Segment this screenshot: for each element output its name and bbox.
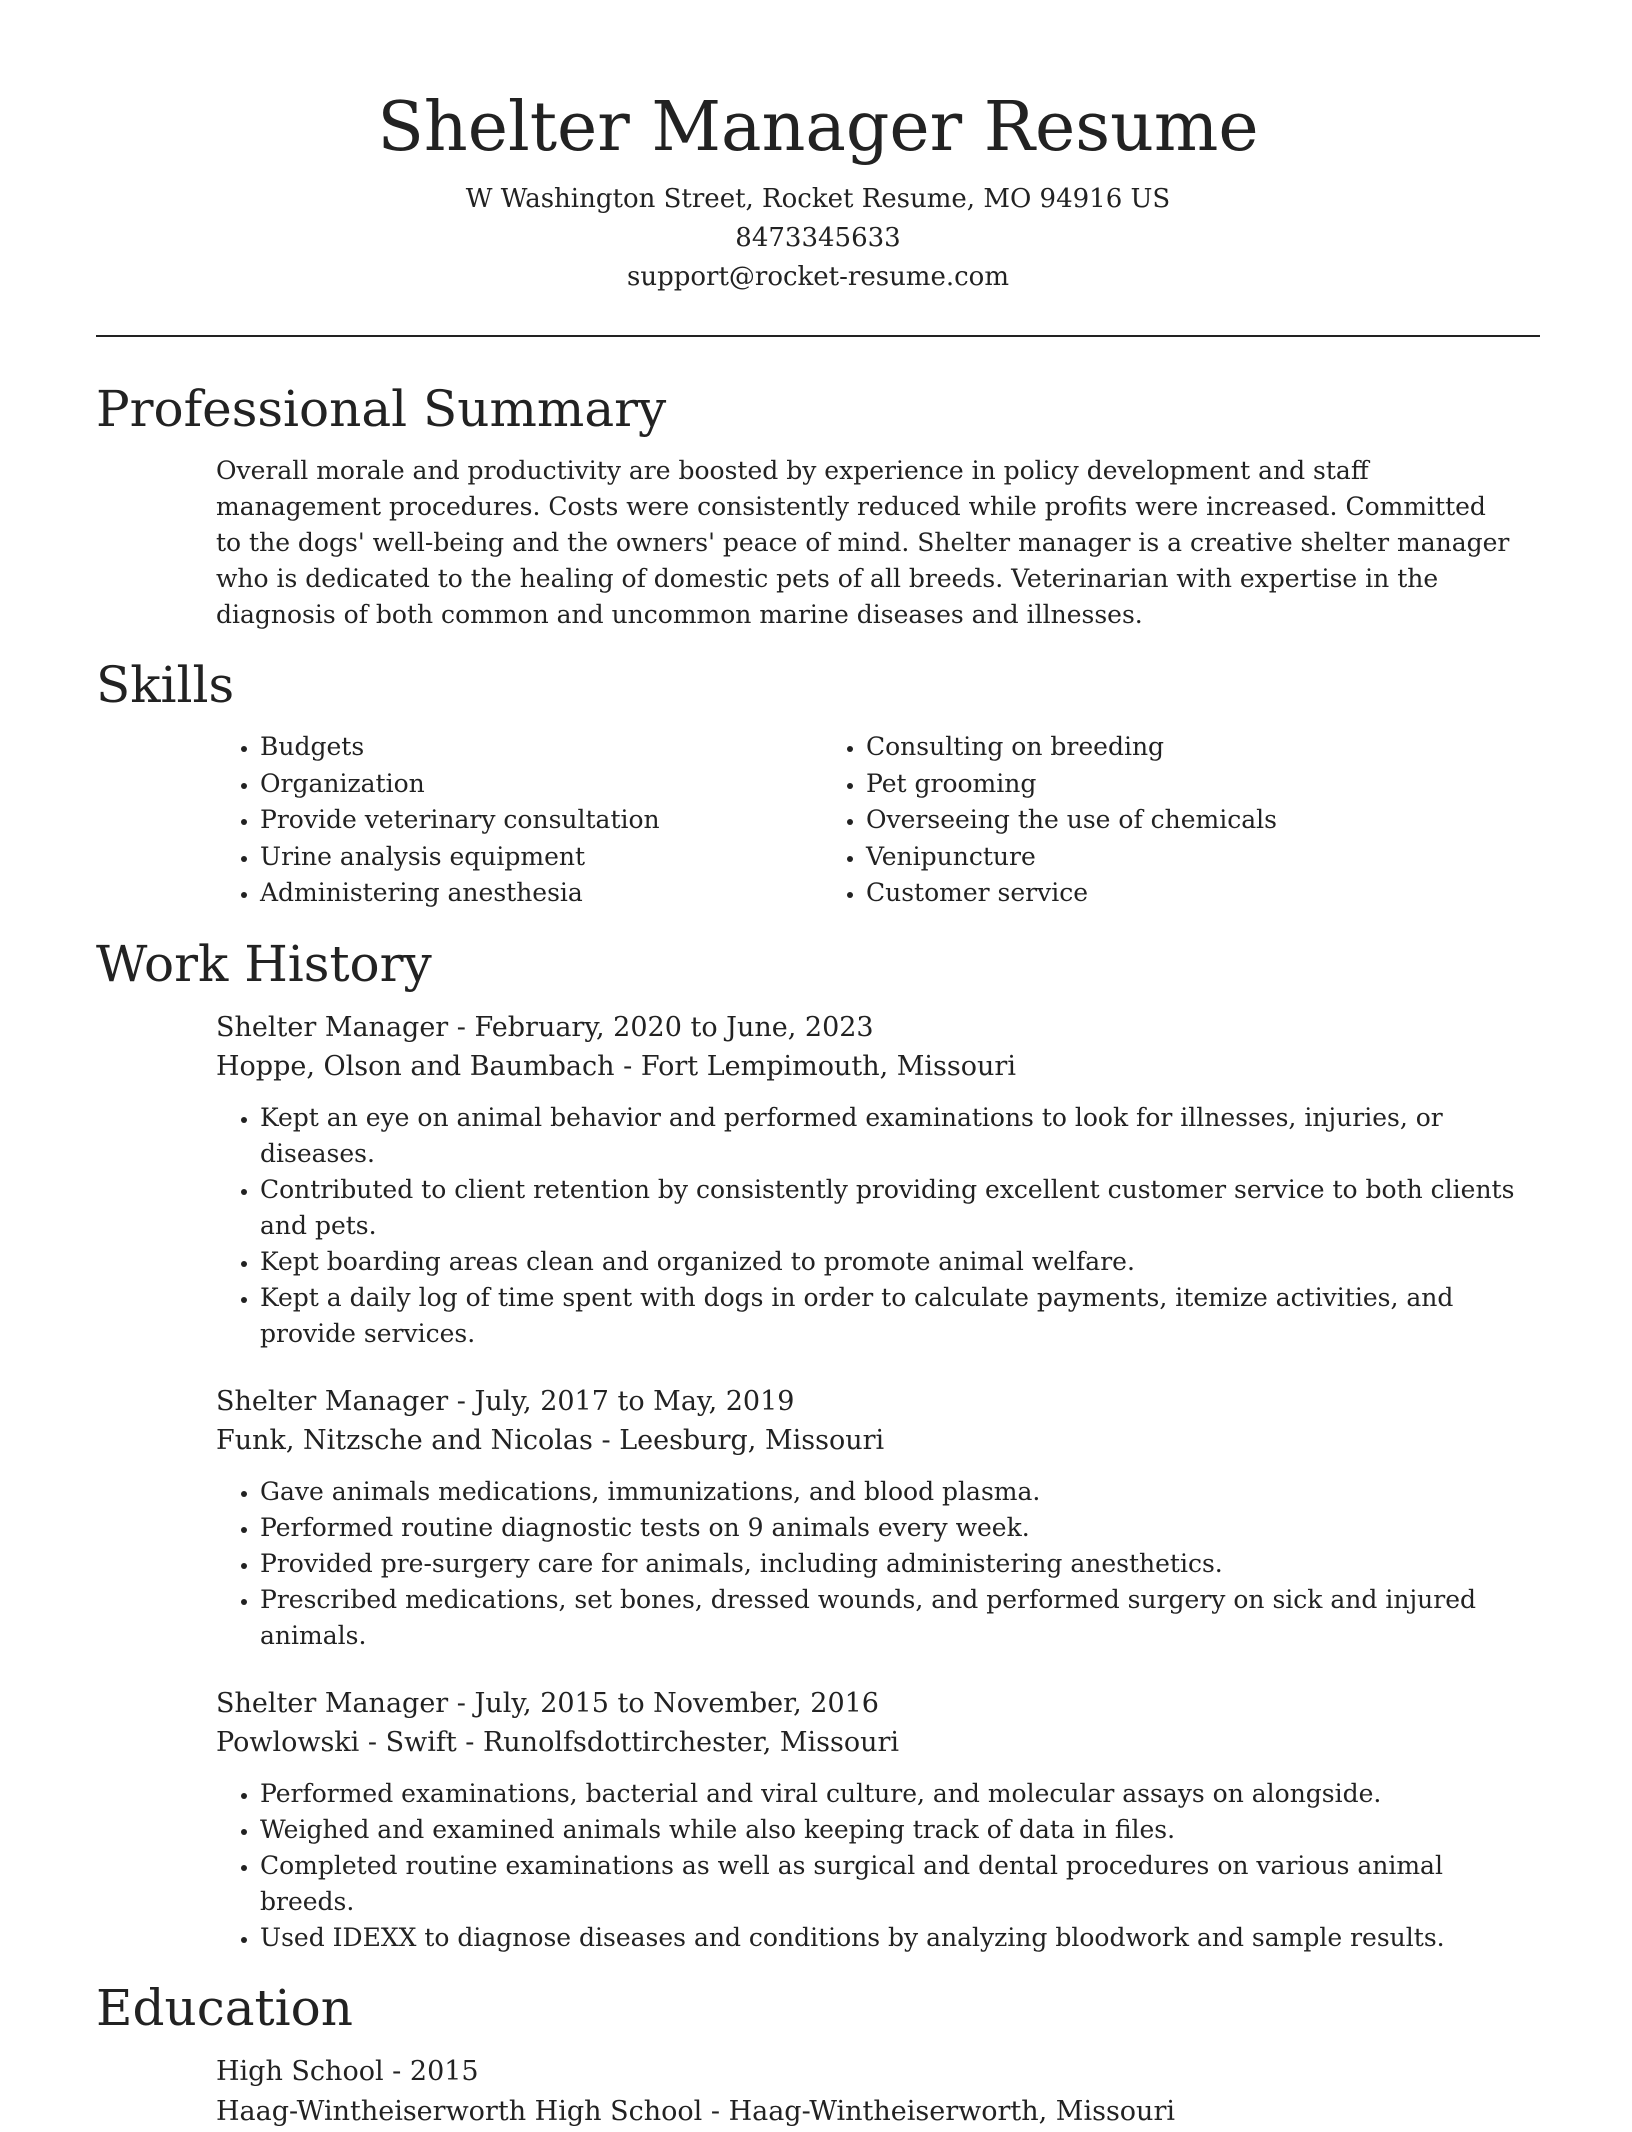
phone: 8473345633 bbox=[735, 223, 901, 253]
education-school-line: Haag-Wintheiserworth High School - Haag-Wintheiserworth, Missouri bbox=[216, 2095, 1175, 2127]
header-divider bbox=[96, 335, 1540, 337]
skill-item: • Budgets bbox=[260, 729, 822, 766]
skill-item: • Venipuncture bbox=[866, 839, 1428, 876]
job-bullet: • Completed routine examinations as well as surgical and dental procedures on various animal breeds. bbox=[260, 1848, 1540, 1920]
job-bullet: • Weighed and examined animals while also keeping track of data in files. bbox=[260, 1812, 1540, 1848]
job-bullets bbox=[216, 1474, 1540, 1654]
job-company-line: Funk, Nitzsche and Nicolas - Leesburg, Missouri bbox=[216, 1424, 885, 1456]
page-title: Shelter Manager Resume bbox=[377, 88, 1259, 167]
job-title-line: Shelter Manager - July, 2017 to May, 2019 bbox=[216, 1385, 795, 1417]
job-bullet: • Performed examinations, bacterial and viral culture, and molecular assays on alongside. bbox=[260, 1776, 1540, 1812]
education-school: Haag-Wintheiserworth High School bbox=[216, 2095, 703, 2127]
skills-column-right bbox=[822, 729, 1428, 912]
job-company: Hoppe, Olson and Baumbach bbox=[216, 1050, 615, 1082]
skill-item: • Provide veterinary consultation bbox=[260, 802, 822, 839]
job-title-line: Shelter Manager - February, 2020 to June, 2023 bbox=[216, 1011, 874, 1043]
job-entry bbox=[216, 1008, 1540, 1352]
skill-item: • Urine analysis equipment bbox=[260, 839, 822, 876]
skills-list bbox=[216, 729, 1540, 912]
email: support@rocket-resume.com bbox=[626, 262, 1009, 292]
job-company: Funk, Nitzsche and Nicolas bbox=[216, 1424, 593, 1456]
resume-page bbox=[96, 0, 1540, 2132]
job-entry bbox=[216, 1382, 1540, 1654]
job-bullet: • Kept an eye on animal behavior and performed examinations to look for illnesses, injuries, or diseases. bbox=[260, 1100, 1540, 1172]
skill-item: • Organization bbox=[260, 766, 822, 803]
job-bullet: • Used IDEXX to diagnose diseases and conditions by analyzing bloodwork and sample results. bbox=[260, 1920, 1540, 1956]
education-location: Haag-Wintheiserworth, Missouri bbox=[728, 2095, 1175, 2127]
skill-item: • Pet grooming bbox=[866, 766, 1428, 803]
work-history-heading: Work History bbox=[96, 934, 432, 993]
job-dates: July, 2017 to May, 2019 bbox=[474, 1385, 795, 1417]
job-entry bbox=[216, 1684, 1540, 1956]
job-location: Leesburg, Missouri bbox=[619, 1424, 885, 1456]
job-bullet: • Kept boarding areas clean and organized to promote animal welfare. bbox=[260, 1244, 1540, 1280]
job-dates: February, 2020 to June, 2023 bbox=[474, 1011, 874, 1043]
resume-header bbox=[96, 0, 1540, 297]
education-heading: Education bbox=[96, 1978, 353, 2037]
job-title: Shelter Manager bbox=[216, 1385, 449, 1417]
job-bullet: • Provided pre-surgery care for animals, including administering anesthetics. bbox=[260, 1546, 1540, 1582]
skill-item: • Consulting on breeding bbox=[866, 729, 1428, 766]
job-location: Runolfsdottirchester, Missouri bbox=[482, 1726, 900, 1758]
job-bullet: • Prescribed medications, set bones, dressed wounds, and performed surgery on sick and injured animals. bbox=[260, 1582, 1540, 1654]
education-degree-line: High School - 2015 bbox=[216, 2055, 479, 2087]
job-dates: July, 2015 to November, 2016 bbox=[474, 1687, 879, 1719]
skill-item: • Administering anesthesia bbox=[260, 875, 822, 912]
skill-item: • Customer service bbox=[866, 875, 1428, 912]
summary-text: Overall morale and productivity are boosted by experience in policy development and staff management procedures. Costs were consistently reduced while profits were increased. Committed to the dogs' well-being and the owners' peace of mind. Shelter manager is a creative shelter manager who is dedicated to the healing of domestic pets of all breeds. Veterinarian with expertise in the diagnosis of both common and uncommon marine diseases and illnesses. bbox=[216, 456, 1510, 629]
job-company-line: Powlowski - Swift - Runolfsdottirchester, Missouri bbox=[216, 1726, 900, 1758]
skill-item: • Overseeing the use of chemicals bbox=[866, 802, 1428, 839]
job-bullets bbox=[216, 1100, 1540, 1352]
job-title: Shelter Manager bbox=[216, 1687, 449, 1719]
job-title-line: Shelter Manager - July, 2015 to November, 2016 bbox=[216, 1687, 879, 1719]
job-location: Fort Lempimouth, Missouri bbox=[640, 1050, 1016, 1082]
job-bullet: • Performed routine diagnostic tests on 9 animals every week. bbox=[260, 1510, 1540, 1546]
summary-heading: Professional Summary bbox=[96, 380, 667, 438]
skills-column-left bbox=[216, 729, 822, 912]
job-company-line: Hoppe, Olson and Baumbach - Fort Lempimouth, Missouri bbox=[216, 1050, 1016, 1082]
job-bullets bbox=[216, 1776, 1540, 1956]
job-bullet: • Kept a daily log of time spent with dogs in order to calculate payments, itemize activities, and provide services. bbox=[260, 1280, 1540, 1352]
job-company: Powlowski - Swift bbox=[216, 1726, 457, 1758]
contact-info bbox=[96, 180, 1540, 297]
job-bullet: • Gave animals medications, immunizations, and blood plasma. bbox=[260, 1474, 1540, 1510]
address: W Washington Street, Rocket Resume, MO 94916 US bbox=[465, 184, 1171, 214]
education-entry bbox=[216, 2052, 1540, 2132]
education-year: 2015 bbox=[409, 2055, 479, 2087]
skills-heading: Skills bbox=[96, 656, 235, 714]
job-bullet: • Contributed to client retention by consistently providing excellent customer service to both clients and pets. bbox=[260, 1172, 1540, 1244]
education-degree: High School bbox=[216, 2055, 384, 2087]
job-title: Shelter Manager bbox=[216, 1011, 449, 1043]
